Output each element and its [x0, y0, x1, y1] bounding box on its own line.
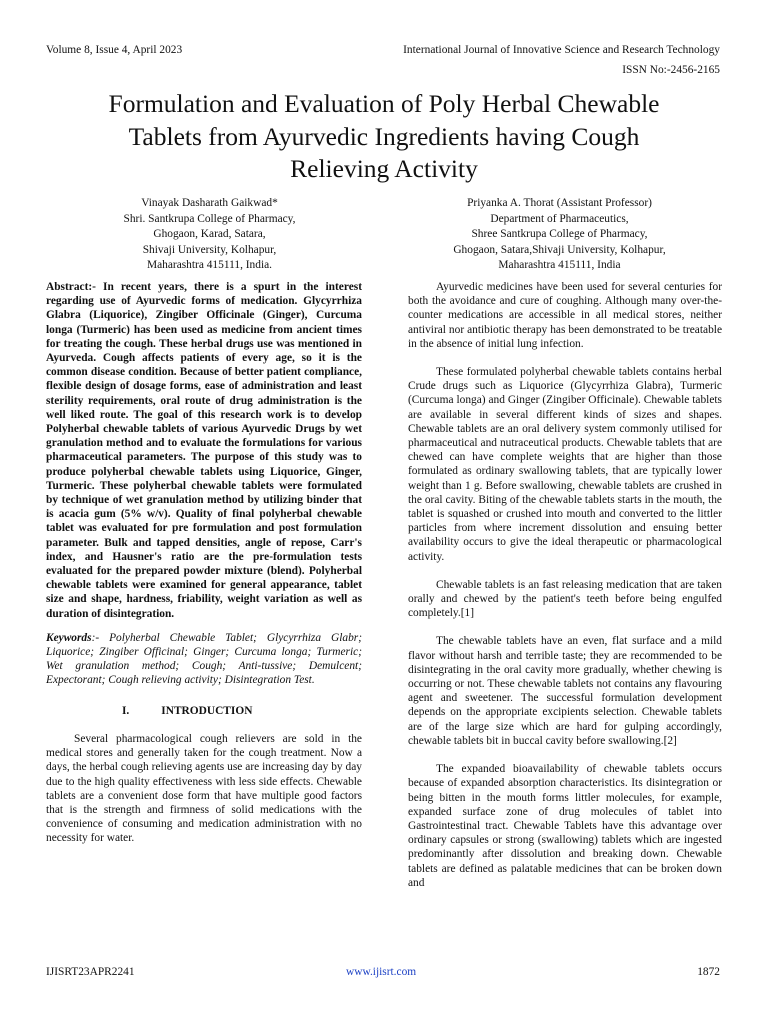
paper-title [30, 88, 738, 186]
left-column [46, 280, 362, 846]
right-column [408, 280, 722, 890]
issn-number: ISSN No:-2456-2165 [622, 64, 720, 76]
paper-id: IJISRT23APR2241 [46, 966, 135, 978]
keywords-label: Keywords [46, 631, 92, 644]
section-heading [46, 704, 362, 718]
title-line: Tablets from Ayurvedic Ingredients having Cough [128, 121, 640, 151]
author-affiliation: Maharashtra 415111, India. [146, 259, 273, 272]
author-name: Priyanka A. Thorat (Assistant Professor) [467, 197, 652, 209]
journal-volume: Volume 8, Issue 4, April 2023 [46, 44, 183, 56]
author-affiliation: Ghogaon, Satara,Shivaji University, Kolhapur, [453, 243, 666, 256]
body-paragraph: Chewable tablets is an fast releasing medication that are taken orally and chewed by the patient's teeth before being engulfed completely.[1] [408, 578, 722, 620]
author-name: Vinayak Dasharath Gaikwad* [141, 197, 278, 209]
abstract-text: Abstract:- In recent years, there is a spurt in the interest regarding use of Ayurvedic forms of medication. Glycyrrhiza Glabra (Liquorice), Zingiber Officinale (Ginger), Curcuma longa (Turmeric) has been used as medicine from ancient times for treating the cough. These herbal drugs use was mentioned in Ayurveda. Cough affects patients of every age, so it is the common disease condition. Because of better patient compliance, flexible design of dosage forms, ease of administration and least sterility requirements, oral route of drug administration is the well liked route. The goal of this research work is to develop Polyherbal chewable tablets of various Ayurvedic Drugs by wet granulation method and to evaluate the formulations for various pharmaceutical parameters. The purpose of this study was to produce polyherbal chewable tablets using Liquorice, Ginger, Turmeric. These polyherbal chewable tablets were formulated by technique of wet granulation method by utilizing binder that is acacia gum (5% w/v). Quality of final polyherbal chewable tablet was evaluated for pre formulation and post formulation parameter. Bulk and tapped densities, angle of repose, Carr's index, and Hausner's ratio are the pre-formulation tests evaluated for the prepared powder mixture (blend). Polyherbal chewable tablets were examined for general appearance, tablet size and shape, hardness, friability, weight variation as well as duration of disintegration. [46, 281, 362, 620]
page-number: 1872 [697, 966, 720, 978]
author-affiliation: Shivaji University, Kolhapur, [142, 243, 277, 256]
body-paragraph: These formulated polyherbal chewable tablets contains herbal Crude drugs such as Liquorice (Glycyrrhiza Glabra), Turmeric (Curcuma longa) and Ginger (Zingiber Officinale). Chewable tablets are available in several different kinds of sizes and shapes. Chewable tablets are an oral delivery system commonly utilised for pharmaceutical and nutraceutical products. Chewable tablets that are chewed can have complete weights that are higher than those formulated as ordinary swallowing tablets, that are typically lower weight than 1 g. Before swallowing, chewable tablets are crushed in the oral cavity. Biting of the chewable tablets starts in the mouth, the tablet is squashed or crushed into mouth and converted to the littler particles from where increment dissolution and ensuing better availability occurs to give the ideal therapeutic or pharmacological activity. [408, 366, 722, 563]
section-title: INTRODUCTION [161, 704, 253, 717]
author-block-second [396, 196, 723, 274]
author-affiliation: Department of Pharmaceutics, [490, 212, 629, 225]
body-paragraph: The expanded bioavailability of chewable tablets occurs because of expanded absorption characteristics. Its disintegration or being bitten in the mouth forms littler molecules, for example, expanded surface zone of drug molecules of tablet into Gastrointestinal tract. Chewable Tablets have this advantage over ordinary capsules or strong (swallowing) tablets which are ingested predominantly after dissolution and breaking down. Chewable tablets are defined as palatable medicines that can be broken down and [408, 763, 722, 889]
author-affiliation: Ghogaon, Karad, Satara, [153, 228, 266, 241]
intro-paragraph: Several pharmacological cough relievers are sold in the medical stores and generally taken for the cough treatment. Now a days, the herbal cough relieving agents use are increasing day by day due to the high quality effectiveness with less side effects. Chewable tablets are a convenient dose form that have multiple good factors that is the strength and firmness of solid medications with the convenience of consuming and medication administration with no necessity for water. [46, 732, 362, 845]
section-number: I. [122, 704, 130, 717]
journal-name: International Journal of Innovative Science and Research Technology [403, 44, 720, 56]
author-affiliation: Maharashtra 415111, India [498, 259, 621, 272]
title-line: Relieving Activity [290, 154, 478, 183]
journal-website-link[interactable]: www.ijisrt.com [346, 966, 417, 978]
keywords-text: :- Polyherbal Chewable Tablet; Glycyrrhiza Glabr; Liquorice; Zingiber Officinal; Ginger; Curcuma longa; Turmeric; Wet granulation method; Cough; Anti-tussive; Demulcent; Expectorant; Cough relieving activity; Disintegration Test. [46, 631, 362, 687]
author-block-first [46, 196, 373, 274]
body-paragraph: The chewable tablets have an even, flat surface and a mild flavor without harsh and terrible taste; they are recommended to be disintegrating in the oral cavity more gradually, whether chewing is occurring or not. These chewable tablets not contains any flavouring agent and sweetener. The successful formulation development depends on the appropriate excipients selection. Chewable tablets are of the large size which are hard for gulping accordingly, chewable tablets bit in buccal cavity before swallowing.[2] [408, 635, 722, 747]
author-affiliation: Shree Santkrupa College of Pharmacy, [471, 228, 648, 241]
title-line: Formulation and Evaluation of Poly Herbal Chewable [108, 89, 660, 118]
author-affiliation: Shri. Santkrupa College of Pharmacy, [123, 212, 296, 225]
keywords-paragraph [46, 631, 362, 688]
body-paragraph: Ayurvedic medicines have been used for several centuries for both the avoidance and cure of coughing. Although many over-the-counter medications are accessible in all medical stores, neither antiviral nor antibiotic therapy has been demonstrated to be treatable in the absence of initial lung infection. [408, 281, 722, 350]
